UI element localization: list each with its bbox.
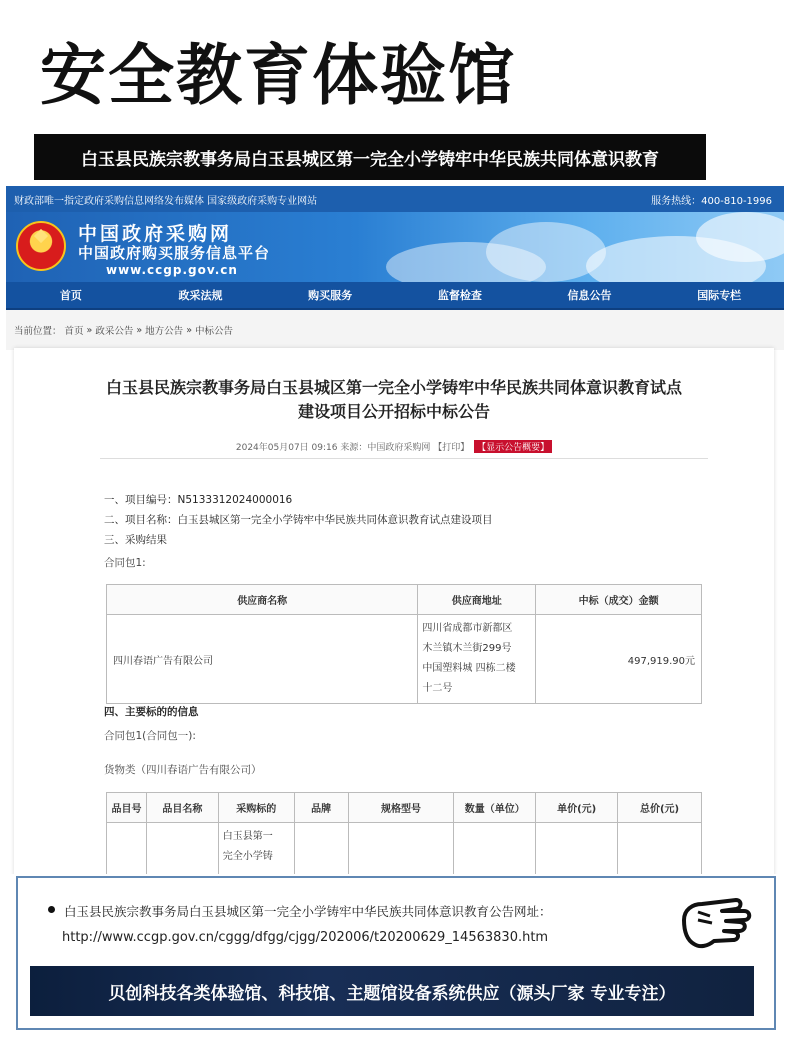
notice-url[interactable]: http://www.ccgp.gov.cn/cggg/dfgg/cjgg/202006/t20200629_14563830.htm [62, 930, 549, 945]
nav-international[interactable]: 国际专栏 [697, 289, 742, 302]
project-name: 二、项目名称：白玉县城区第一完全小学铸牢中华民族共同体意识教育试点建设项目 [104, 514, 493, 526]
result-table [106, 584, 702, 704]
pointing-hand-icon [678, 890, 758, 954]
breadcrumb [6, 310, 784, 350]
show-summary-button[interactable]: 【显示公告概要】 [474, 440, 552, 453]
goods-cell [618, 823, 702, 875]
breadcrumb-separator: » [86, 324, 93, 336]
result-supplier: 四川春语广告有限公司 [107, 615, 418, 704]
goods-header-total-price: 总价(元) [618, 793, 702, 823]
site-subname: 中国政府购买服务信息平台 [78, 244, 271, 262]
goods-cell [107, 823, 147, 875]
address-line: 木兰镇木兰街299号 [422, 643, 512, 654]
goods-cell [454, 823, 536, 875]
article-panel [14, 348, 774, 874]
breadcrumb-local-notices[interactable]: 地方公告 [145, 326, 184, 337]
goods-header-item-name: 品目名称 [146, 793, 218, 823]
goods-header-brand: 品牌 [294, 793, 348, 823]
goods-cell-target [218, 823, 294, 875]
goods-category: 货物类（四川春语广告有限公司） [104, 764, 262, 776]
main-items-heading: 四、主要标的的信息 [104, 706, 199, 718]
national-emblem-icon [16, 221, 66, 271]
breadcrumb-separator: » [136, 324, 143, 336]
topbar-hotline: 服务热线：400-810-1996 [651, 195, 772, 207]
address-line: 十二号 [422, 683, 453, 694]
poster-subtitle-banner: 白玉县民族宗教事务局白玉县城区第一完全小学铸牢中华民族共同体意识教育 [34, 134, 706, 180]
goods-header-spec: 规格型号 [348, 793, 454, 823]
site-name[interactable]: 中国政府采购网 [78, 223, 233, 245]
result-amount: 497,919.90元 [536, 615, 702, 704]
result-address [418, 615, 536, 704]
site-header [6, 212, 784, 282]
goods-header-quantity: 数量（单位） [454, 793, 536, 823]
topbar-slogan: 财政部唯一指定政府采购信息网络发布媒体 国家级政府采购专业网站 [14, 195, 318, 207]
nav-announcements[interactable]: 信息公告 [567, 289, 612, 302]
package-label: 合同包1: [104, 557, 146, 569]
goods-header-target: 采购标的 [218, 793, 294, 823]
article-meta-text: 2024年05月07日 09:16 来源：中国政府采购网 【打印】 [235, 443, 470, 453]
website-screenshot [6, 186, 784, 874]
breadcrumb-notices[interactable]: 政采公告 [95, 326, 134, 337]
breadcrumb-home[interactable]: 首页 [64, 326, 84, 337]
notice-label: 白玉县民族宗教事务局白玉县城区第一完全小学铸牢中华民族共同体意识教育公告网址： [64, 904, 552, 919]
article-title [24, 376, 764, 424]
notice-box [16, 876, 776, 1030]
site-url: www.ccgp.gov.cn [106, 263, 238, 277]
result-header-address: 供应商地址 [418, 585, 536, 615]
target-line: 白玉县第一 [222, 831, 273, 842]
article-meta [14, 440, 774, 453]
address-line: 四川省成都市新都区 [422, 623, 513, 634]
goods-cell [348, 823, 454, 875]
article-title-line1: 白玉县民族宗教事务局白玉县城区第一完全小学铸牢中华民族共同体意识教育试点 [105, 378, 682, 397]
result-header-amount: 中标（成交）金额 [536, 585, 702, 615]
nav-supervision[interactable]: 监督检查 [437, 289, 482, 302]
divider [100, 458, 708, 459]
goods-cell [536, 823, 618, 875]
purchase-result-heading: 三、采购结果 [104, 534, 167, 546]
poster-title: 安全教育体验馆 [40, 37, 516, 114]
site-topbar [6, 186, 784, 212]
result-header-supplier: 供应商名称 [107, 585, 418, 615]
footer-banner: 贝创科技各类体验馆、科技馆、主题馆设备系统供应（源头厂家 专业专注） [30, 966, 754, 1016]
package-detail-label: 合同包1(合同包一): [104, 730, 196, 742]
goods-header-unit-price: 单价(元) [536, 793, 618, 823]
breadcrumb-label: 当前位置： [14, 326, 62, 337]
bullet-icon [48, 906, 55, 913]
goods-cell [294, 823, 348, 875]
breadcrumb-separator: » [186, 324, 192, 336]
nav-purchase-services[interactable]: 购买服务 [308, 289, 353, 302]
nav-home[interactable]: 首页 [59, 289, 82, 302]
goods-cell [146, 823, 218, 875]
nav-regulations[interactable]: 政采法规 [178, 289, 223, 302]
main-nav [6, 282, 784, 310]
project-number: 一、项目编号：N5133312024000016 [104, 494, 293, 506]
address-line: 中国塑料城 四栋二楼 [422, 663, 516, 674]
breadcrumb-award-notices[interactable]: 中标公告 [195, 326, 234, 337]
goods-table [106, 792, 702, 874]
target-line: 完全小学铸 [222, 851, 273, 862]
goods-header-item-no: 品目号 [107, 793, 147, 823]
article-title-line2: 建设项目公开招标中标公告 [297, 402, 490, 421]
